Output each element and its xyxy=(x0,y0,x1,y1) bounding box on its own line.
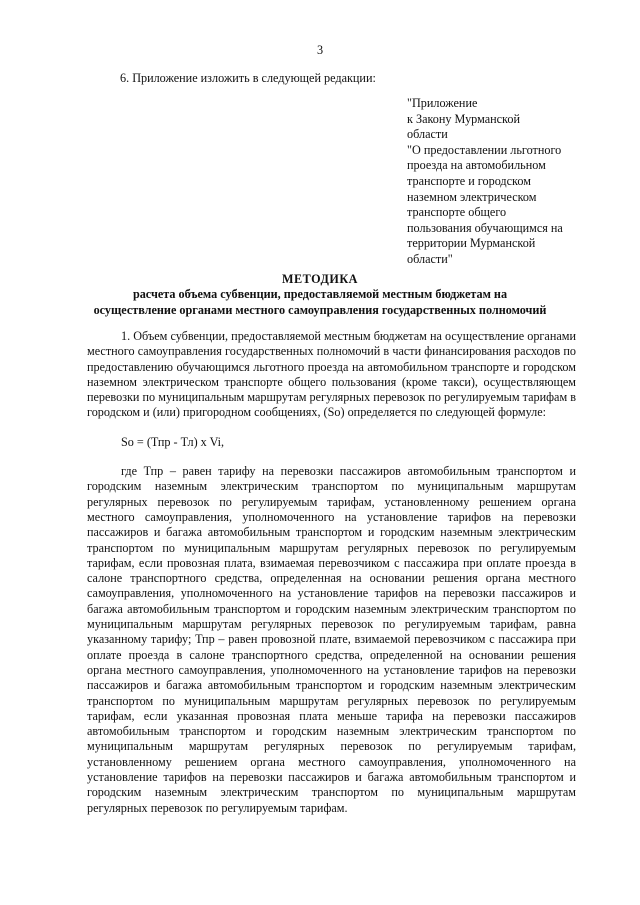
paragraph-2: где Тпр – равен тарифу на перевозки пассажиров автомобильным транспортом и городским наземным электрическим транспортом по муниципальным маршрутам регулярных перевозок по регулируемым тарифам, установленному решением органа местного самоуправления, уполномоченного на установление тарифов на перевозки пассажиров и багажа автомобильным транспортом и городским наземным электрическим транспортом по муниципальным маршрутам регулярных перевозок по регулируемым тарифам, если провозная плата, взимаемая перевозчиком с пассажира при оплате проезда в салоне транспортного средства, определенная на основании решения органа местного самоуправления, уполномоченного на установление тарифов на перевозки пассажиров и багажа автомобильным транспортом и городским наземным электрическим транспортом по муниципальным маршрутам регулярных перевозок по регулируемым тарифам, равна указанному тарифу; Тпр – равен провозной плате, взимаемой перевозчиком с пассажира при оплате проезда в салоне транспортного средства, определенной на основании решения органа местного самоуправления, уполномоченного на установление тарифов на перевозки пассажиров и багажа автомобильным транспортом и городским наземным электрическим транспортом по муниципальным маршрутам регулярных перевозок по регулируемым тарифам, если указанная провозная плата меньше тарифа на перевозки пассажиров автомобильным транспортом и городским наземным электрическим транспортом по муниципальным маршрутам регулярных перевозок по регулируемым тарифам, установленному решением органа местного самоуправления, уполномоченного на установление тарифов на перевозки пассажиров и багажа автомобильным транспортом и городским наземным электрическим транспортом по муниципальным маршрутам регулярных перевозок по регулируемым тарифам. xyxy=(87,464,576,815)
appendix-header-line: области" xyxy=(407,251,453,266)
appendix-header-line: "Приложение xyxy=(407,96,478,110)
appendix-header-line: пользования обучающимся на xyxy=(407,220,563,235)
title-subtitle-line-2: осуществление органами местного самоуправления государственных полномочий xyxy=(93,302,547,317)
document-body xyxy=(87,329,576,816)
appendix-header-line: "О предоставлении льготного xyxy=(407,142,562,157)
appendix-header-line: к Закону Мурманской xyxy=(407,111,520,126)
appendix-header-line: транспорте и городском xyxy=(407,173,531,188)
appendix-header-line: территории Мурманской xyxy=(407,236,536,251)
page-number: 3 xyxy=(316,43,324,57)
appendix-header-line: проезда на автомобильном xyxy=(407,158,546,173)
formula: So = (Тпр - Тл) x Vi, xyxy=(121,434,225,449)
appendix-header-line: транспорте общего xyxy=(407,205,507,220)
document-title xyxy=(0,272,640,318)
appendix-header-line: наземном электрическом xyxy=(407,189,537,204)
appendix-header xyxy=(407,96,592,268)
title-subtitle-line-1: расчета объема субвенции, предоставляемой местным бюджетам на xyxy=(132,287,508,302)
appendix-header-line: области xyxy=(407,127,448,142)
paragraph-1: 1. Объем субвенции, предоставляемой местным бюджетам на осуществление органами местного самоуправления государственных полномочий в части финансирования расходов по предоставлению обучающимся льготного проезда на автомобильном транспорте и городском наземном электрическом транспорте общего пользования (кроме такси), осуществляющем перевозки по муниципальным маршрутам регулярных перевозок по регулируемым тарифам в городском и (или) пригородном сообщениях, (So) определяется по следующей формуле: xyxy=(87,329,576,420)
amendment-intro: 6. Приложение изложить в следующей редакции: xyxy=(120,71,376,85)
title-main: МЕТОДИКА xyxy=(282,272,358,286)
